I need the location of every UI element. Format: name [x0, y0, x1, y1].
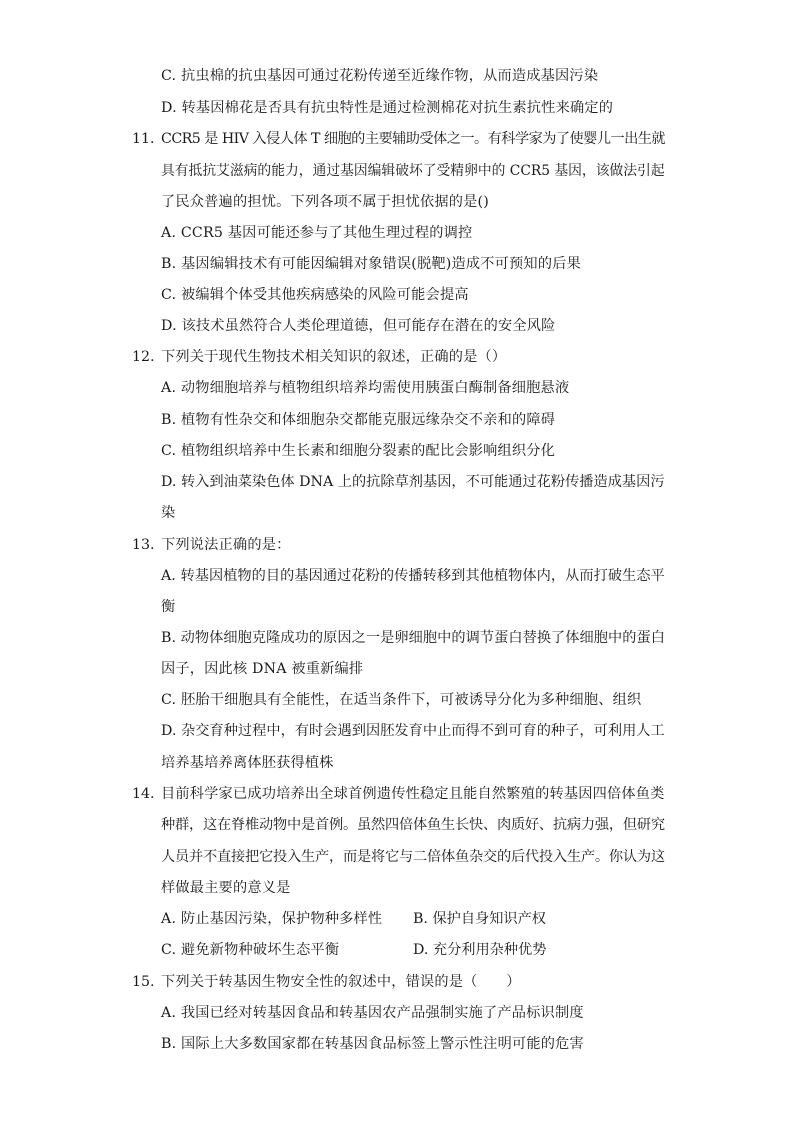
q15-number: 15.	[132, 974, 155, 990]
q13-stem: 下列说法正确的是：	[161, 537, 291, 553]
q11-option-d: D. 该技术虽然符合人类伦理道德，但可能存在潜在的安全风险	[161, 318, 556, 334]
q12-option-b: B. 植物有性杂交和体细胞杂交都能克服远缘杂交不亲和的障碍	[161, 412, 556, 428]
q13-number: 13.	[132, 537, 155, 553]
q11-stem-line-1: CCR5 是 HIV 入侵人体 T 细胞的主要辅助受体之一。有科学家为了使婴儿一出生就	[161, 131, 666, 147]
q12-option-c: C. 植物组织培养中生长素和细胞分裂素的配比会影响组织分化	[161, 443, 556, 459]
q14-option-a: A. 防止基因污染，保护物种多样性	[161, 911, 383, 927]
q15-stem: 下列关于转基因生物安全性的叙述中，错误的是（ ）	[161, 974, 521, 990]
q12-option-d-line-2: 染	[161, 505, 176, 521]
q13-option-d-line-2: 培养基培养离体胚获得植株	[161, 755, 334, 771]
q14-number: 14.	[132, 786, 155, 802]
q15-option-b: B. 国际上大多数国家都在转基因食品标签上警示性注明可能的危害	[161, 1036, 584, 1052]
q13-option-b-line-1: B. 动物体细胞克隆成功的原因之一是卵细胞中的调节蛋白替换了体细胞中的蛋白	[161, 630, 666, 646]
q14-option-d: D. 充分利用杂种优势	[413, 942, 547, 958]
q13-option-b-line-2: 因子，因此核 DNA 被重新编排	[161, 661, 364, 677]
q11-number: 11.	[132, 131, 155, 147]
q14-stem-line-2: 种群，这在脊椎动物中是首例。虽然四倍体鱼生长快、肉质好、抗病力强，但研究	[161, 817, 665, 833]
q14-stem-line-4: 样做最主要的意义是	[161, 880, 291, 896]
q14-option-b: B. 保护自身知识产权	[413, 911, 546, 927]
q10-option-c: C. 抗虫棉的抗虫基因可通过花粉传递至近缘作物，从而造成基因污染	[161, 68, 599, 84]
q13-option-a-line-2: 衡	[161, 599, 176, 615]
q12-option-d-line-1: D. 转入到油菜染色体 DNA 上的抗除草剂基因，不可能通过花粉传播造成基因污	[161, 474, 665, 490]
q13-option-a-line-1: A. 转基因植物的目的基因通过花粉的传播转移到其他植物体内，从而打破生态平	[161, 568, 665, 584]
q11-option-b: B. 基因编辑技术有可能因编辑对象错误(脱靶)造成不可预知的后果	[161, 256, 581, 272]
q12-number: 12.	[132, 349, 155, 365]
q13-option-d-line-1: D. 杂交育种过程中，有时会遇到因胚发育中止而得不到可育的种子，可利用人工	[161, 723, 665, 739]
q13-option-c: C. 胚胎干细胞具有全能性，在适当条件下，可被诱导分化为多种细胞、组织	[161, 692, 642, 708]
q10-option-d: D. 转基因棉花是否具有抗虫特性是通过检测棉花对抗生素抗性来确定的	[161, 100, 614, 116]
q14-stem-line-3: 人员并不直接把它投入生产，而是将它与二倍体鱼杂交的后代投入生产。你认为这	[161, 849, 665, 865]
q11-option-a: A. CCR5 基因可能还参与了其他生理过程的调控	[161, 225, 473, 241]
q15-option-a: A. 我国已经对转基因食品和转基因农产品强制实施了产品标识制度	[161, 1005, 584, 1021]
q12-option-a: A. 动物细胞培养与植物组织培养均需使用胰蛋白酶制备细胞悬液	[161, 380, 570, 396]
q11-stem-line-2: 具有抵抗艾滋病的能力，通过基因编辑破坏了受精卵中的 CCR5 基因，该做法引起	[161, 163, 665, 179]
q11-option-c: C. 被编辑个体受其他疾病感染的风险可能会提高	[161, 287, 469, 303]
q11-stem-line-3: 了民众普遍的担忧。下列各项不属于担忧依据的是()	[161, 194, 489, 210]
q12-stem: 下列关于现代生物技术相关知识的叙述，正确的是（）	[161, 349, 507, 365]
q14-stem-line-1: 目前科学家已成功培养出全球首例遗传性稳定且能自然繁殖的转基因四倍体鱼类	[161, 786, 665, 802]
q14-option-c: C. 避免新物种破坏生态平衡	[161, 942, 340, 958]
